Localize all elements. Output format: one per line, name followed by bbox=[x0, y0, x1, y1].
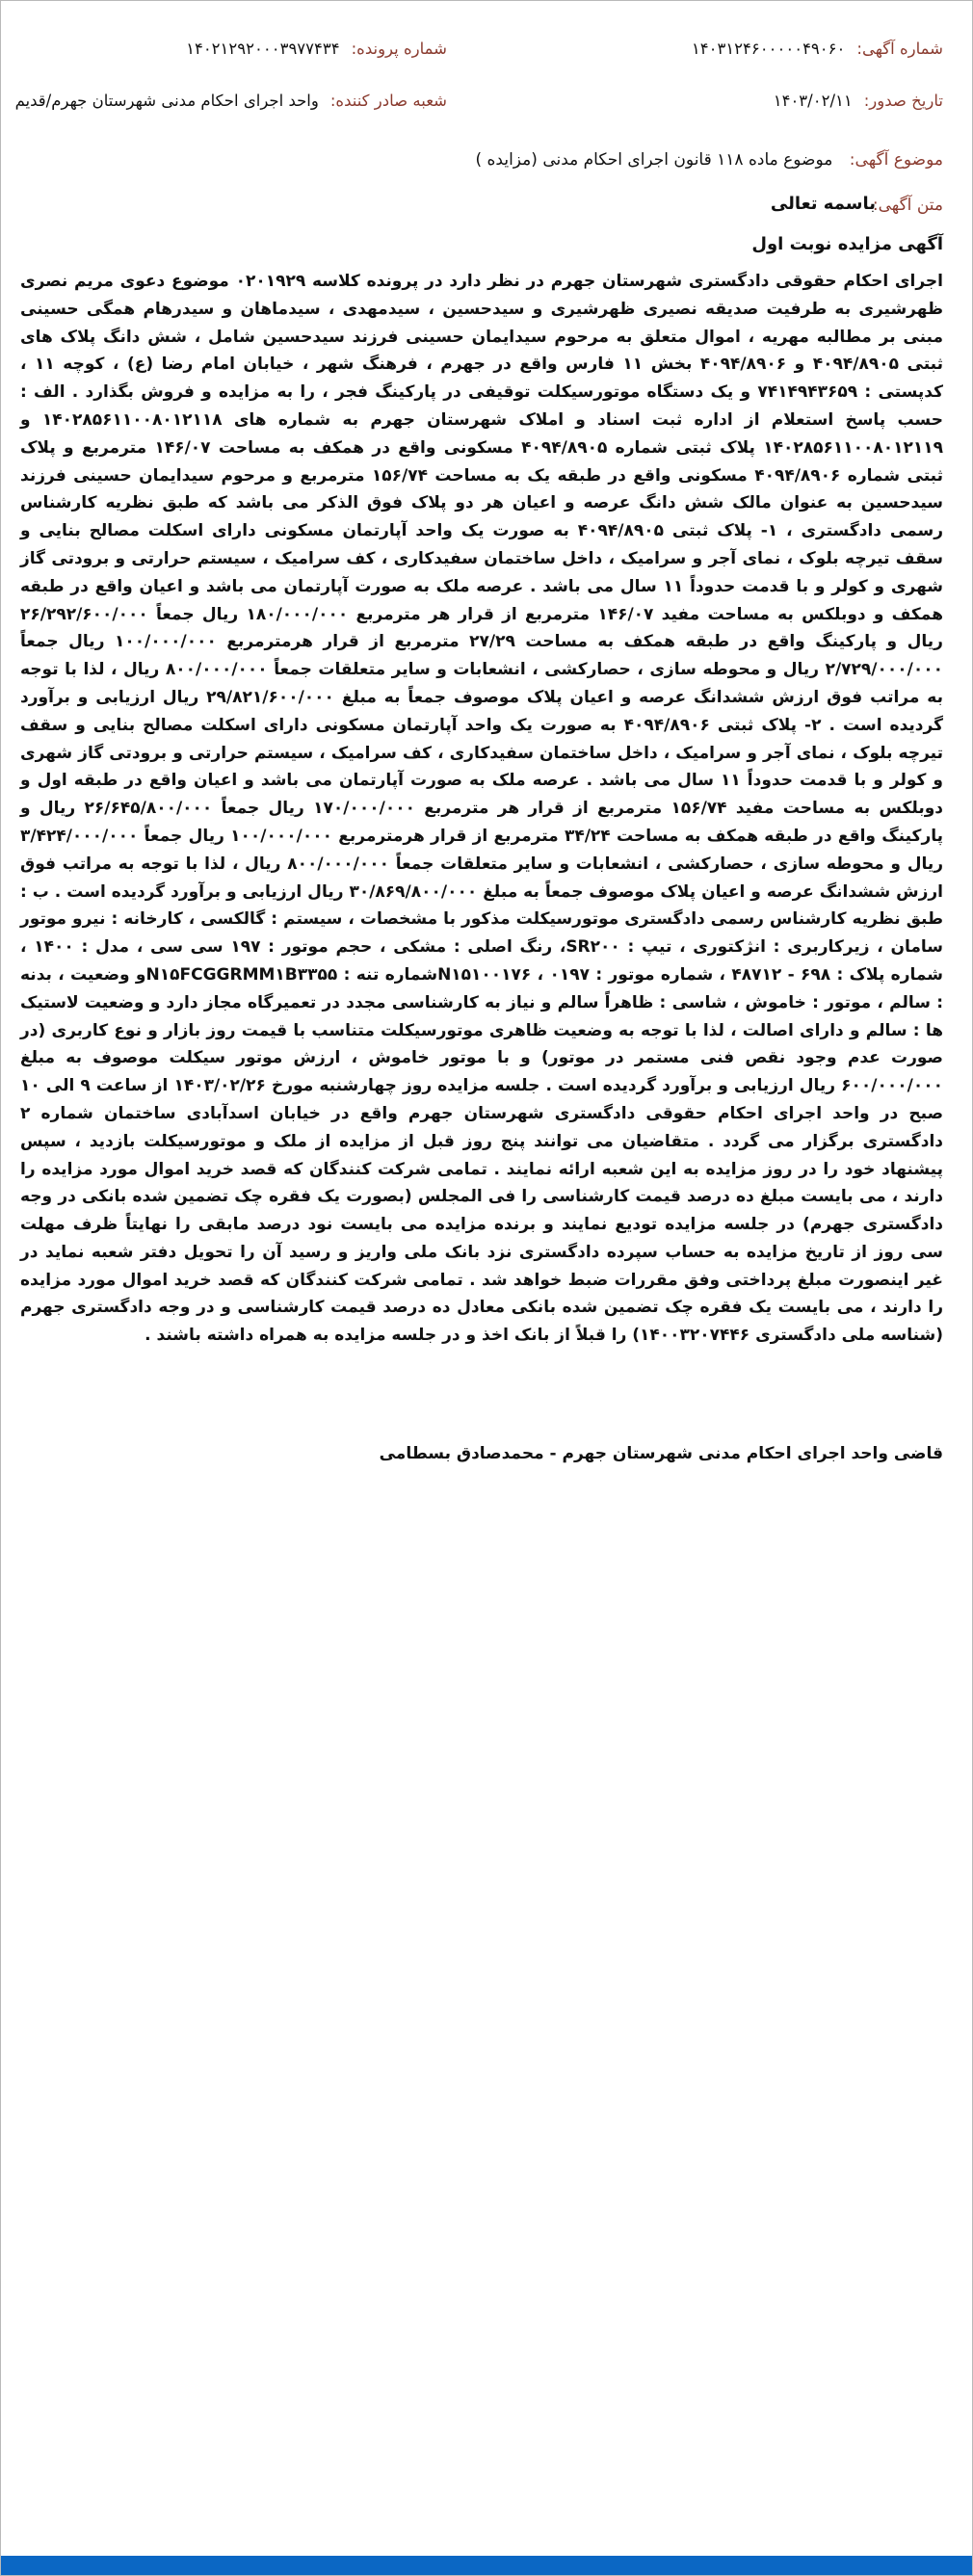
issue-date: ۱۴۰۳/۰۲/۱۱ bbox=[773, 92, 853, 110]
notice-title: آگهی مزایده نوبت اول bbox=[751, 234, 943, 254]
notice-number: ۱۴۰۳۱۲۴۶۰۰۰۰۰۴۹۰۶۰ bbox=[691, 39, 846, 58]
issuing-branch-row bbox=[15, 92, 447, 110]
bottom-bar bbox=[1, 2556, 972, 2575]
notice-subject-row bbox=[475, 150, 943, 170]
signature: قاضی واحد اجرای احکام مدنی شهرستان جهرم - محمدصادق بسطامی bbox=[379, 1444, 943, 1463]
notice-body-text: اجرای احکام حقوقی دادگستری شهرستان جهرم در نظر دارد در پرونده کلاسه ۰۲۰۱۹۲۹ موضوع دعوی مریم نصری ظهرشیری به طرفیت صدیقه نصیری ظهرشیری و سیدحسین ، سیدمهدی ، سیدماهان و سیدرهام همگی حسینی مبنی بر مطالبه مهریه ، اموال متعلق به مرحوم سیدایمان حسینی فرزند سیدحسین شامل ، شش دانگ پلاک های ثبتی ۴۰۹۴/۸۹۰۵ و ۴۰۹۴/۸۹۰۶ بخش ۱۱ فارس واقع در جهرم ، فرهنگ شهر ، خیابان امام رضا (ع) ، کوچه ۱۱ ، کدپستی : ۷۴۱۴۹۴۳۶۵۹ و یک دستگاه موتورسیکلت توقیفی در پارکینگ فجر ، را به مزایده و فروش بگذارد . الف : حسب پاسخ استعلام از اداره ثبت اسناد و املاک شهرستان جهرم به شماره های ۱۴۰۲۸۵۶۱۱۰۰۸۰۱۲۱۱۸ و ۱۴۰۲۸۵۶۱۱۰۰۸۰۱۲۱۱۹ پلاک ثبتی شماره ۴۰۹۴/۸۹۰۵ مسکونی واقع در همکف به مساحت ۱۴۶/۰۷ مترمربع و پلاک ثبتی شماره ۴۰۹۴/۸۹۰۶ مسکونی واقع در طبقه یک به مساحت ۱۵۶/۷۴ مترمربع و مرحوم سیدایمان حسینی فرزند سیدحسین به عنوان مالک شش دانگ عرصه و اعیان هر دو پلاک فوق الذکر می باشد که طبق نظریه کارشناس رسمی دادگستری ، ۱- پلاک ثبتی ۴۰۹۴/۸۹۰۵ به صورت یک واحد آپارتمان مسکونی دارای اسکلت مصالح بنایی و سقف تیرچه بلوک ، نمای آجر و سرامیک ، داخل ساختمان سفیدکاری ، کف سرامیک ، سیستم حرارتی و برودتی گاز شهری و کولر و با قدمت حدوداً ۱۱ سال می باشد . عرصه ملک به صورت آپارتمان می باشد و اعیان واقع در طبقه همکف و دوبلکس به مساحت مفید ۱۴۶/۰۷ مترمربع از قرار هر مترمربع ۱۸۰/۰۰۰/۰۰۰ ریال جمعاً ۲۶/۲۹۲/۶۰۰/۰۰۰ ریال و پارکینگ واقع در طبقه همکف به مساحت ۲۷/۲۹ مترمربع از قرار هرمترمربع ۱۰۰/۰۰۰/۰۰۰ ریال جمعاً ۲/۷۲۹/۰۰۰/۰۰۰ ریال و محوطه سازی ، حصارکشی ، انشعابات و سایر متعلقات جمعاً ۸۰۰/۰۰۰/۰۰۰ ریال ، لذا با توجه به مراتب فوق ارزش ششدانگ عرصه و اعیان پلاک موصوف جمعاً به مبلغ ۲۹/۸۲۱/۶۰۰/۰۰۰ ریال ارزیابی و برآورد گردیده است . ۲- پلاک ثبتی ۴۰۹۴/۸۹۰۶ به صورت یک واحد آپارتمان مسکونی دارای اسکلت مصالح بنایی و سقف تیرچه بلوک ، نمای آجر و سرامیک ، داخل ساختمان سفیدکاری ، کف سرامیک ، سیستم حرارتی و برودتی گاز شهری و کولر و با قدمت حدوداً ۱۱ سال می باشد . عرصه ملک به صورت آپارتمان می باشد و اعیان واقع در طبقه اول و دوبلکس به مساحت مفید ۱۵۶/۷۴ مترمربع از قرار هر مترمربع ۱۷۰/۰۰۰/۰۰۰ ریال جمعاً ۲۶/۶۴۵/۸۰۰/۰۰۰ ریال و پارکینگ واقع در طبقه همکف به مساحت ۳۴/۲۴ مترمربع از قرار هرمترمربع ۱۰۰/۰۰۰/۰۰۰ ریال جمعاً ۳/۴۲۴/۰۰۰/۰۰۰ ریال و محوطه سازی ، حصارکشی ، انشعابات و سایر متعلقات جمعاً ۸۰۰/۰۰۰/۰۰۰ ریال ، لذا با توجه به مراتب فوق ارزش ششدانگ عرصه و اعیان پلاک موصوف جمعاً به مبلغ ۳۰/۸۶۹/۸۰۰/۰۰۰ ریال ارزیابی و برآورد گردیده است . ب : طبق نظریه کارشناس رسمی دادگستری موتورسیکلت مذکور با مشخصات ، سیستم : گالکسی ، کارخانه : نیرو موتور سامان ، زیرکاربری : انژکتوری ، تیپ : SR۲۰۰، رنگ اصلی : مشکی ، حجم موتور : ۱۹۷ سی سی ، مدل : ۱۴۰۰ ، شماره پلاک : ۶۹۸ - ۴۸۷۱۲ ، شماره موتور : ۰۱۹۷ ، N۱۵۱۰۰۱۷۶شماره تنه : N۱۵FCGGRMM۱B۳۳۵۵و وضعیت ، بدنه : سالم ، موتور : خاموش ، شاسی : ظاهراً سالم و نیاز به کارشناسی مجدد در تعمیرگاه مجاز دارد و وضعیت لاستیک ها : سالم و دارای اصالت ، لذا با توجه به وضعیت ظاهری موتورسیکلت متناسب با قیمت روز بازار و نوع کاربری (در صورت عدم وجود نقص فنی مستمر در موتور) و با موتور خاموش ، ارزش موتور سیکلت موصوف به مبلغ ۶۰۰/۰۰۰/۰۰۰ ریال ارزیابی و برآورد گردیده است . جلسه مزایده روز چهارشنبه مورخ ۱۴۰۳/۰۲/۲۶ از ساعت ۹ الی ۱۰ صبح در واحد اجرای احکام حقوقی دادگستری شهرستان جهرم واقع در خیابان اسدآبادی ساختمان شماره ۲ دادگستری برگزار می گردد . متقاضیان می توانند پنج روز قبل از مزایده از ملک و موتورسیکلت بازدید ، سپس پیشنهاد خود را در روز مزایده به این شعبه ارائه نمایند . تمامی شرکت کنندگان که قصد خرید اموال مورد مزایده را دارند ، می بایست مبلغ ده درصد قیمت کارشناسی را فی المجلس (بصورت یک فقره چک تضمین شده بانکی در وجه دادگستری جهرم) در جلسه مزایده تودیع نمایند و برنده مزایده می بایست نود درصد مابقی را نهایتاً ظرف مهلت سی روز از تاریخ مزایده به حساب سپرده دادگستری نزد بانک ملی واریز و رسید آن را تحویل دفتر شعبه نماید در غیر اینصورت مبلغ پرداختی وفق مقررات ضبط خواهد شد . تمامی شرکت کنندگان که قصد خرید اموال مورد مزایده را دارند ، می بایست یک فقره چک تضمین شده بانکی معادل ده درصد قیمت کارشناسی و در وجه دادگستری جهرم (شناسه ملی دادگستری ۱۴۰۰۳۲۰۷۴۴۶) را قبلاً از بانک اخذ و در جلسه مزایده به همراه داشته باشند . bbox=[20, 272, 944, 1346]
notice-body-label: متن آگهی: bbox=[872, 196, 943, 215]
notice-number-row bbox=[692, 39, 943, 58]
issuing-branch: واحد اجرای احکام مدنی شهرستان جهرم/قدیم bbox=[14, 92, 319, 110]
notice-number-label: شماره آگهی: bbox=[856, 39, 943, 58]
case-number: ۱۴۰۲۱۲۹۲۰۰۰۳۹۷۷۴۳۴ bbox=[186, 39, 340, 58]
issuing-branch-label: شعبه صادر کننده: bbox=[329, 92, 447, 110]
notice-subject: موضوع ماده ۱۱۸ قانون اجرای احکام مدنی (مزایده ) bbox=[475, 150, 833, 170]
greeting: باسمه تعالی bbox=[770, 194, 876, 214]
issue-date-row bbox=[774, 92, 943, 110]
issue-date-label: تاریخ صدور: bbox=[863, 92, 943, 110]
case-number-row bbox=[186, 39, 447, 58]
notice-subject-label: موضوع آگهی: bbox=[849, 150, 943, 170]
case-number-label: شماره پرونده: bbox=[351, 39, 447, 58]
